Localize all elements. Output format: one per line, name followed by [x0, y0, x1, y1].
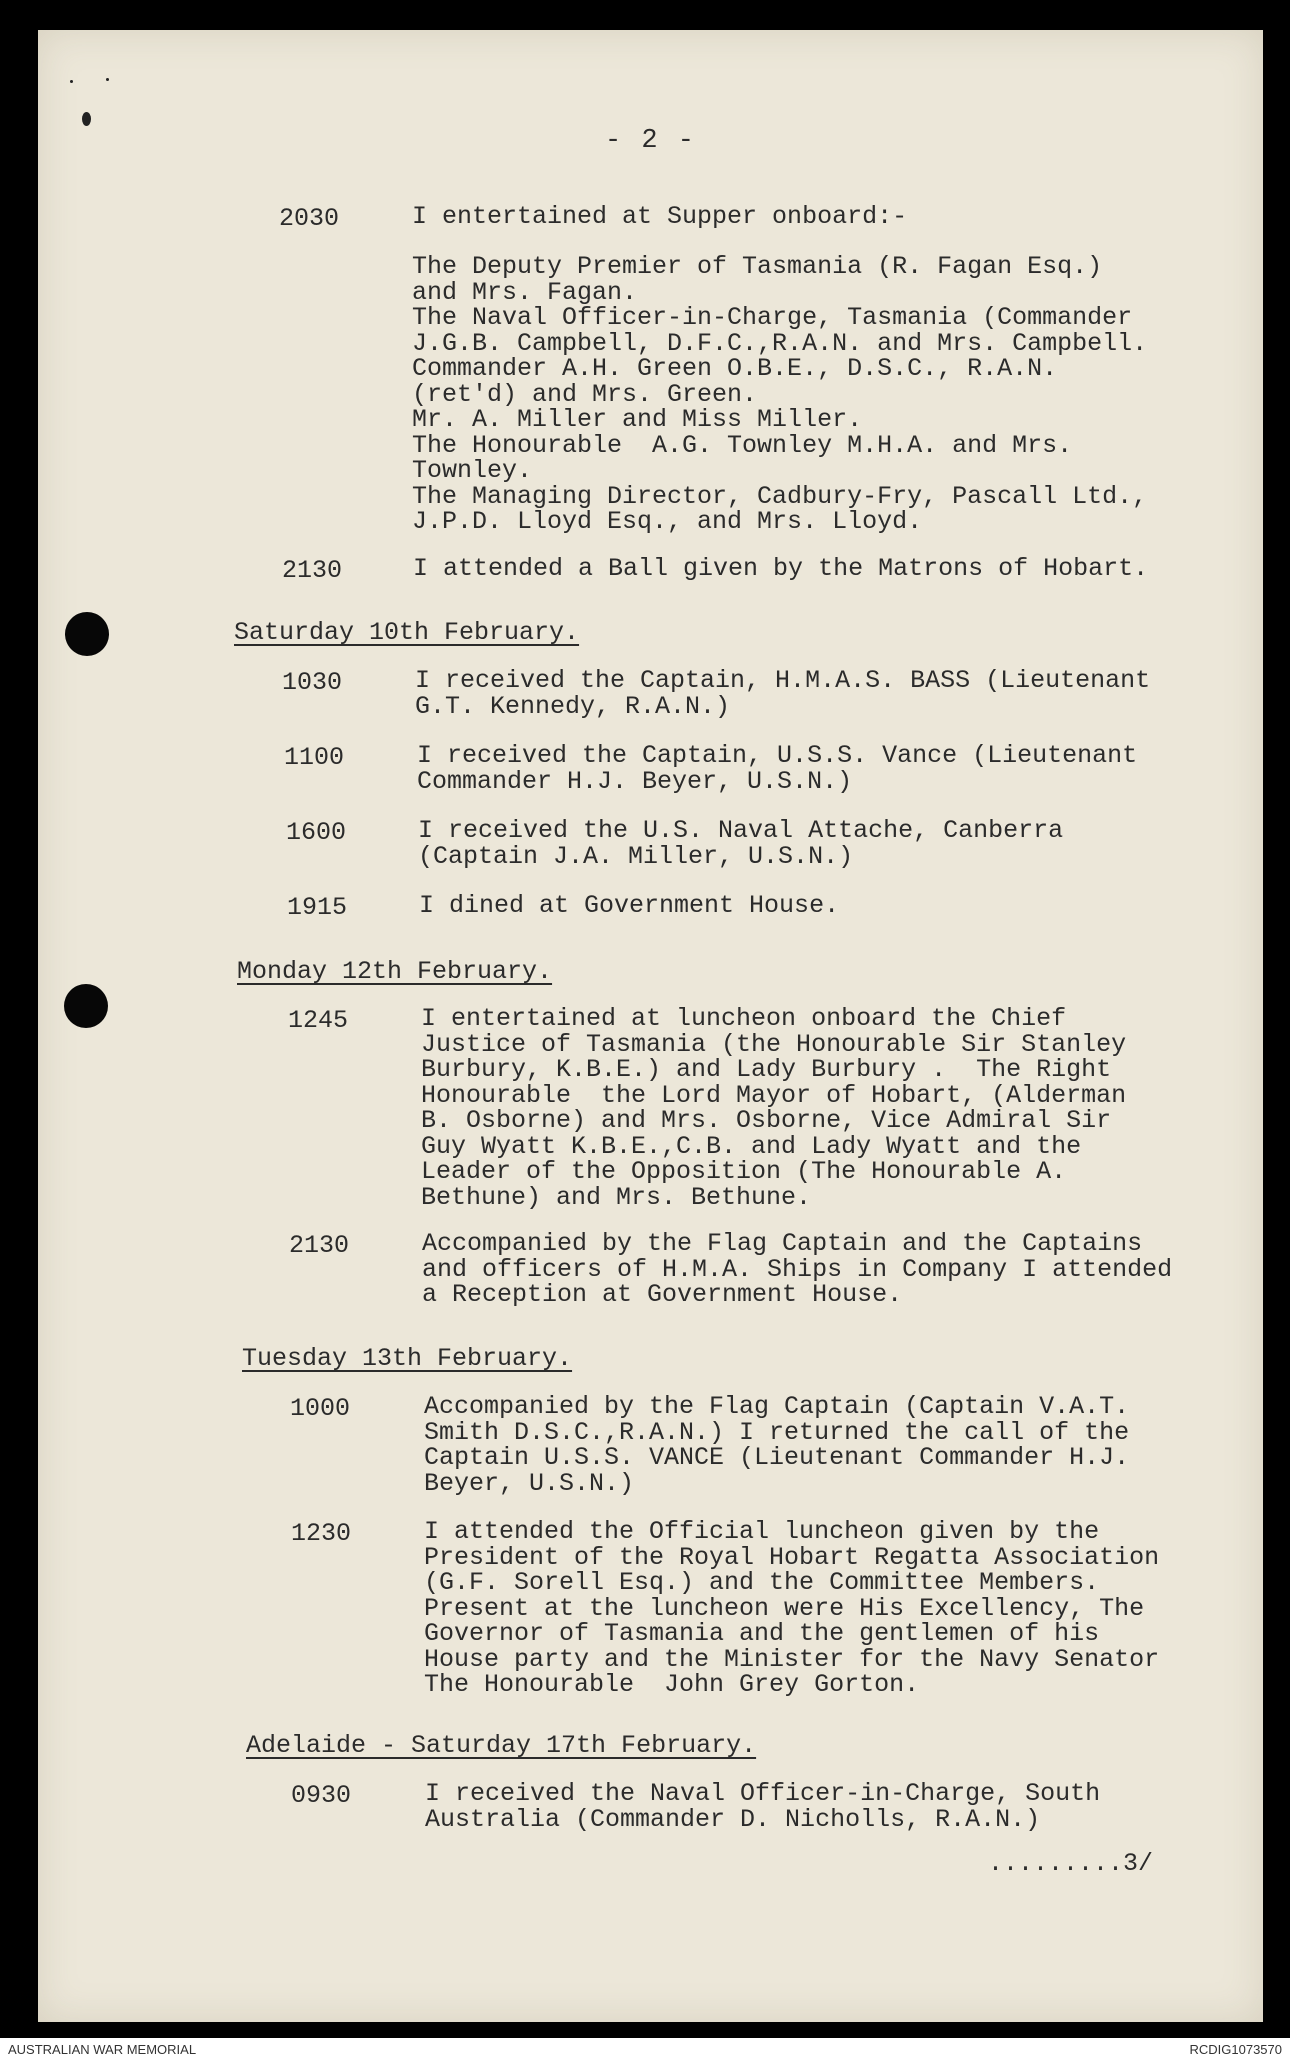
ink-mark: [70, 80, 73, 83]
entry-text: I entertained at luncheon onboard the Chief Justice of Tasmania (the Honourable Sir Stanley Burbury, K.B.E.) and Lady Burbury . The Right Honourable the Lord Mayor of Hobart, (Alderman B. Osborne) and Mrs. Osborne, Vice Admiral Sir Guy Wyatt K.B.E.,C.B. and Lady Wyatt and the Leader of the Opposition (The Honourable A. Bethune) and Mrs. Bethune.: [421, 1004, 1127, 1212]
entry-text: I received the Naval Officer-in-Charge, South Australia (Commander D. Nicholls, R.A.N.): [425, 1779, 1101, 1834]
archive-name: AUSTRALIAN WAR MEMORIAL: [8, 2042, 197, 2057]
day-heading: Tuesday 13th February.: [242, 1344, 573, 1373]
punch-hole: [64, 984, 108, 1028]
entry-text: Accompanied by the Flag Captain and the Captains and officers of H.M.A. Ships in Company I attended a Reception at Government House.: [422, 1229, 1173, 1309]
entry-text: Accompanied by the Flag Captain (Captain V.A.T. Smith D.S.C.,R.A.N.) I returned the call of the Captain U.S.S. VANCE (Lieutenant Commander H.J. Beyer, U.S.N.): [424, 1392, 1130, 1498]
entry-text: I attended the Official luncheon given by the President of the Royal Hobart Regatta Association (G.F. Sorell Esq.) and the Committee Members. Present at the luncheon were His Excellency, The Governor of Tasmania and the gentlemen of his House party and the Minister for the Navy Senator The Honourable John Grey Gorton.: [424, 1517, 1160, 1699]
continuation-marker: .........3/: [988, 1849, 1154, 1878]
entry-text: I attended a Ball given by the Matrons of Hobart.: [413, 554, 1149, 583]
entry-text: I received the Captain, U.S.S. Vance (Lieutenant Commander H.J. Beyer, U.S.N.): [417, 741, 1138, 796]
entry-text: I dined at Government House.: [419, 891, 840, 920]
day-heading: Saturday 10th February.: [234, 618, 580, 647]
entry-time: 1030: [282, 668, 343, 697]
entry-time: 1600: [286, 818, 347, 847]
day-heading: Adelaide - Saturday 17th February.: [246, 1731, 757, 1760]
entry-text: I received the U.S. Naval Attache, Canberra (Captain J.A. Miller, U.S.N.): [418, 816, 1064, 871]
entry-time: 1245: [288, 1006, 349, 1035]
punch-hole: [65, 612, 109, 656]
page-number: - 2 -: [605, 126, 697, 156]
ink-mark: [106, 78, 109, 81]
entry-text: I received the Captain, H.M.A.S. BASS (Lieutenant G.T. Kennedy, R.A.N.): [415, 666, 1151, 721]
entry-time: 2130: [282, 556, 343, 585]
archive-footer: [0, 2038, 1290, 2061]
archive-id: RCDIG1073570: [1189, 2042, 1282, 2057]
entry-time: 1230: [291, 1519, 352, 1548]
entry-time: 2130: [289, 1231, 350, 1260]
entry-time: 1000: [290, 1394, 351, 1423]
ink-mark: [82, 112, 91, 126]
entry-time: 0930: [291, 1781, 352, 1810]
entry-time: 1100: [284, 743, 345, 772]
entry-time: 2030: [279, 204, 340, 233]
entry-time: 1915: [287, 893, 348, 922]
entry-text: I entertained at Supper onboard:-: [412, 202, 908, 231]
day-heading: Monday 12th February.: [237, 957, 553, 986]
guest-list: The Deputy Premier of Tasmania (R. Fagan Esq.) and Mrs. Fagan. The Naval Officer-in-Charge, Tasmania (Commander J.G.B. Campbell, D.F.C.,R.A.N. and Mrs. Campbell. Commander A.H. Green O.B.E., D.S.C., R.A.N. (ret'd) and Mrs. Green. Mr. A. Miller and Miss Miller. The Honourable A.G. Townley M.H.A. and Mrs. Townley. The Managing Director, Cadbury-Fry, Pascall Ltd., J.P.D. Lloyd Esq., and Mrs. Lloyd.: [412, 252, 1148, 536]
